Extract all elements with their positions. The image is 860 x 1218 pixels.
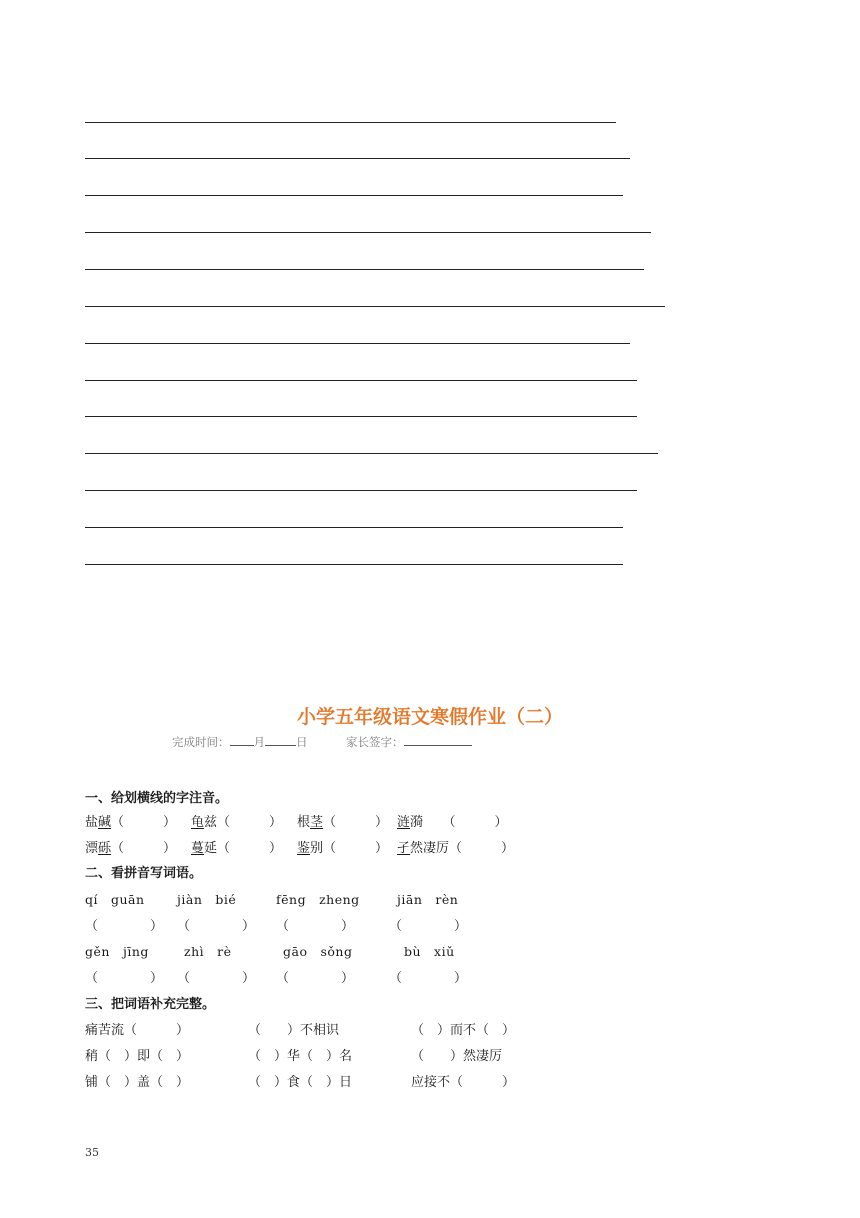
writing-line xyxy=(85,527,623,528)
answer-blank[interactable]: （ ） xyxy=(177,971,256,986)
writing-line xyxy=(85,195,623,196)
pinyin-prompt: jiàn bié xyxy=(177,892,237,907)
idiom-item: （ ）而不（ ） xyxy=(411,1023,516,1038)
pinyin-prompt: fēng zheng xyxy=(276,892,360,907)
section1-heading: 一、给划横线的字注音。 xyxy=(85,791,229,806)
idiom-item: 铺（ ）盖（ ） xyxy=(85,1075,190,1090)
pinyin-prompt: zhì rè xyxy=(184,944,232,959)
answer-blank[interactable]: （ ） xyxy=(389,971,468,986)
section2-heading: 二、看拼音写词语。 xyxy=(85,866,203,881)
writing-line xyxy=(85,306,665,307)
idiom-item: （ ）华（ ）名 xyxy=(248,1049,353,1064)
page-title: 小学五年级语文寒假作业（二） xyxy=(296,706,563,728)
parent-signature xyxy=(346,734,472,750)
pinyin-prompt: gěn jīng xyxy=(85,944,149,959)
writing-line xyxy=(85,343,630,344)
writing-line xyxy=(85,564,623,565)
month-blank[interactable] xyxy=(230,734,254,746)
pinyin-prompt: gāo sǒng xyxy=(283,944,353,959)
writing-line xyxy=(85,122,616,123)
phonetic-item: 漂砾（ ） xyxy=(85,841,177,856)
phonetic-item: 蔓延（ ） xyxy=(191,841,283,856)
day-label: 日 xyxy=(296,735,308,749)
answer-blank[interactable]: （ ） xyxy=(177,919,256,934)
writing-line xyxy=(85,232,651,233)
completion-time xyxy=(172,734,308,750)
page-number: 35 xyxy=(85,1146,99,1159)
phonetic-item: 涟漪 （ ） xyxy=(397,815,508,830)
answer-blank[interactable]: （ ） xyxy=(276,919,355,934)
answer-blank[interactable]: （ ） xyxy=(85,919,164,934)
answer-blank[interactable]: （ ） xyxy=(389,919,468,934)
idiom-item: 痛苦流（ ） xyxy=(85,1023,190,1038)
phonetic-item: 盐碱（ ） xyxy=(85,815,177,830)
phonetic-item: 孑然凄厉（ ） xyxy=(397,841,515,856)
pinyin-prompt: jiān rèn xyxy=(397,892,459,907)
writing-line xyxy=(85,269,644,270)
idiom-item: 稍（ ）即（ ） xyxy=(85,1049,190,1064)
idiom-item: （ ）然凄厉 xyxy=(411,1049,503,1064)
pinyin-prompt: qí guān xyxy=(85,892,145,907)
writing-line xyxy=(85,380,637,381)
idiom-item: （ ）不相识 xyxy=(248,1023,340,1038)
phonetic-item: 根茎（ ） xyxy=(297,815,389,830)
answer-blank[interactable]: （ ） xyxy=(85,971,164,986)
writing-line xyxy=(85,416,637,417)
signature-blank[interactable] xyxy=(404,734,472,746)
idiom-item: 应接不（ ） xyxy=(411,1075,516,1090)
answer-blank[interactable]: （ ） xyxy=(276,971,355,986)
pinyin-prompt: bù xiǔ xyxy=(404,944,455,959)
month-label: 月 xyxy=(253,735,265,749)
phonetic-item: 鉴别（ ） xyxy=(297,841,389,856)
writing-line xyxy=(85,453,658,454)
phonetic-item: 龟兹（ ） xyxy=(191,815,283,830)
writing-line xyxy=(85,158,630,159)
section3-heading: 三、把词语补充完整。 xyxy=(85,997,216,1012)
sign-label: 家长签字： xyxy=(346,735,404,749)
time-label: 完成时间： xyxy=(172,735,230,749)
writing-line xyxy=(85,490,637,491)
day-blank[interactable] xyxy=(265,734,296,746)
idiom-item: （ ）食（ ）日 xyxy=(248,1075,353,1090)
